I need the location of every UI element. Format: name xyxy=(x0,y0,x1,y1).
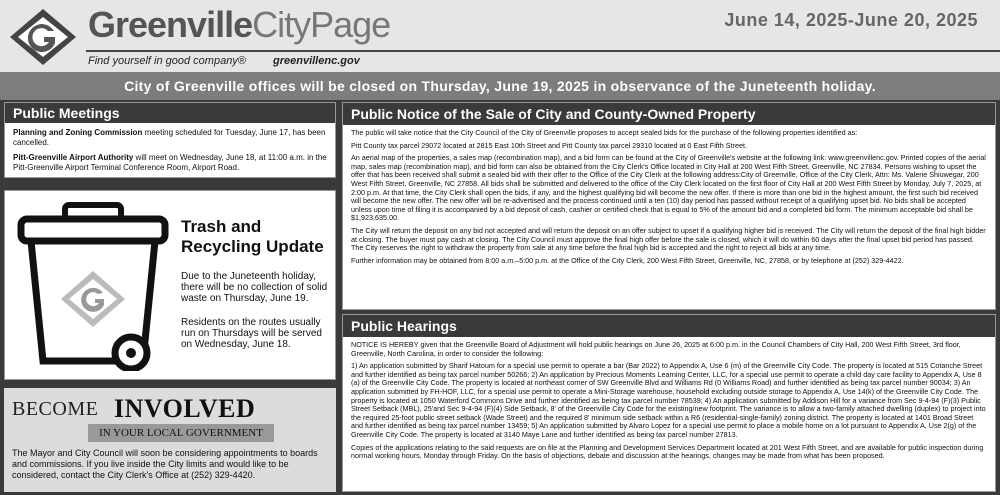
trash-title: Trash and Recycling Update xyxy=(181,217,324,256)
trash-can-icon xyxy=(13,201,173,371)
meeting-details: meeting scheduled for Tuesday, June 17, has been cancelled. xyxy=(13,128,326,147)
meeting-item xyxy=(5,128,335,148)
hearing-paragraph: NOTICE IS HEREBY given that the Greenville Board of Adjustment will hold public hearings on June 26, 2025 at 6:00 p.m. in the Council Chambers of City Hall, 200 West Fifth Street, 3rd floor, Greenville, North Carolina, in order to consider the following: xyxy=(351,340,961,358)
meeting-details: will meet on Wednesday, June 18, at 11:00 a.m. in the Pitt-Greenville Airport Terminal Conference Room, Airport Road. xyxy=(13,153,327,172)
trash-text-routes: Residents on the routes usually run on Thursdays will be served on Wednesday, June 18. xyxy=(181,317,322,350)
date-range: June 14, 2025-June 20, 2025 xyxy=(724,10,978,30)
become-involved-panel xyxy=(4,388,336,492)
trash-recycling-panel xyxy=(4,190,336,380)
public-hearings-panel xyxy=(342,314,996,492)
trash-text-holiday: Due to the Juneteenth holiday, there will be no collection of solid waste on Thursday, June 19. xyxy=(181,271,328,304)
notice-paragraph: The public will take notice that the City Council of the City of Greenville proposes to accept sealed bids for the purchase of the following properties identified as: xyxy=(351,128,858,137)
hearing-paragraph: Copies of the applications relating to the said requests are on file at the Planning and Development Services Department located at 201 West Fifth Street, and are available for public inspection during normal working hours, Monday through Friday. On the basis of objections, debate and discussion at the hearings, changes may be made from what has been proposed. xyxy=(351,442,984,461)
notice-paragraph: Further information may be obtained from 8:00 a.m.–5:00 p.m. at the Office of the City Clerk, 200 West Fifth Street, Greenville, NC, 27858, or by telephone at (252) 329-4422. xyxy=(351,255,904,265)
public-meetings-panel xyxy=(4,102,336,178)
greenville-g-emblem-icon xyxy=(8,7,78,67)
holiday-banner: City of Greenville offices will be closed on Thursday, June 19, 2025 in observance of the Juneteenth holiday. xyxy=(0,72,1000,100)
website-link[interactable]: greenvillenc.gov xyxy=(273,55,360,67)
involved-text: The Mayor and City Council will soon be considering appointments to boards and commissions. If you live inside the City limits and would like to be considered, contact the City Clerk's Office at (252) 329-4420. xyxy=(12,448,318,480)
become-word: BECOME xyxy=(12,398,99,420)
hearing-paragraph: 1) An application submitted by Sharif Hatoum for a special use permit to operate a bar (Bar 2022) to Appendix A, Use 6 (m) of the Greenville City Code. The property is located at 515 Cotanche Street and further identified as being tax parcel number 50266; 2) An application by Precious Moments Learning Center, LLC, for a special use permit to operate a child day care facility to Appendix A, Use 8 (a) of the Greenville City Code. The property is located at northeast corner of SW Greenville Blvd and Williams Rd (0 Williams Road) and further identified as being tax parcel number 90034; 3) An application submitted by FH-HOF, LLC, for a special use permit to operate a Mini-Storage warehouse, household excluding outside storage to Appendix A, Use 14(k) of the Greenville City Code. The property is located at 1050 Waterford Commons Drive and further identified as being tax parcel number 78539; 4) An application submitted by Addison Hill for a variance from Sec 9-4-94 (F)(3) Public Street Setback (MBL), 25'and Sec 9-4-94 (F)(4) Side Setback, 8' of the Greenville City Code for the existing/new footprint. The variance is to allow a two-family attached dwelling (duplex) to project into the required 25-foot public street setback (Wade Street) and the required 8' minimum side setback within a R6 (residential-single-family) zoning district. The property is located at 1401 Broad Street and further identified as being tax parcel number 13459; 5) An application submitted by Alvaro Lopez for a special use permit to place a mobile home on a lot pursuant to Appendix A, Use 2(g) of the Greenville City Code. The property is located at 3140 Maye Lane and further identified as being tax parcel number 27813. xyxy=(351,361,986,439)
header xyxy=(0,0,1000,72)
meeting-name: Pitt-Greenville Airport Authority xyxy=(13,153,134,162)
public-meetings-title: Public Meetings xyxy=(5,103,335,123)
meeting-item xyxy=(5,153,335,173)
notice-paragraph: The City will return the deposit on any bid not accepted and will return the deposit on an offer subject to upset if a qualifying higher bid is received. The City will return the deposit of the final high bidder at closing. The buyer must pay cash at closing. The City Council must approve the final high offer before the sale is closed, which it will do within 60 days after the final upset bid period has passed. The City reserves the right to withdraw the property from sale at any time before the final high bid is accepted and the right to reject all bids at any time. xyxy=(351,225,986,253)
local-government-label: IN YOUR LOCAL GOVERNMENT xyxy=(88,424,274,442)
brand-city: CityPage xyxy=(252,4,391,45)
involved-word: INVOLVED xyxy=(114,394,256,423)
header-divider xyxy=(86,50,1000,52)
meeting-name: Planning and Zoning Commission xyxy=(13,128,143,137)
notice-paragraph: Pitt County tax parcel 29072 located at 2815 East 10th Street and Pitt County tax parcel 29310 located at 0 East Fifth Street. xyxy=(351,140,747,150)
brand-title xyxy=(88,4,390,46)
sale-notice-panel xyxy=(342,102,996,310)
brand-main: Greenville xyxy=(88,4,253,45)
become-involved-heading xyxy=(12,394,332,423)
public-hearings-title: Public Hearings xyxy=(343,315,995,337)
notice-paragraph: An aerial map of the properties, a sales map (recombination map), and a bid form can be found at the City of Greenville's website at the following link: www.greenvillenc.gov. Printed copies of the aerial map, sales map (recombination map), and bid form can also be obtained from the City Clerk's Office located in City Hall at 200 West Fifth Street, Greenville, NC 27834. Persons wishing to upset the offer that has been received shall submit a sealed bid with their offer to the Office of the City Clerk at the following address:City of Greenville, Office of the City Clerk, Attn: Ms. Valerie Shiuwegar, 200 West Fifth Street, Greenville, NC 27858. All bids shall be submitted and delivered to the office of the City Clerk located on the first floor of City Hall at 200 West Fifth Street by Monday, July 7, 2025, at 2:00 p.m. At that time, the City Clerk shall open the bids, if any, and the highest qualifying bid will become the new offer. If there is more than one bid in the highest amount, the first such bid received will become the new offer. The new offer will be re-advertised and the process continued until a ten (10) day period has passed without receipt of a qualifying upset bid. No bids shall be accepted unless upon time of filing it is accompanied by a bid deposit of cash, cashier or certified check that is equal to 5% of the amount bid and a completed bid form. The minimum acceptable bid shall be $1,923,635.00. xyxy=(351,153,986,223)
sale-notice-title: Public Notice of the Sale of City and County-Owned Property xyxy=(343,103,995,125)
tagline: Find yourself in good company® xyxy=(88,55,246,67)
